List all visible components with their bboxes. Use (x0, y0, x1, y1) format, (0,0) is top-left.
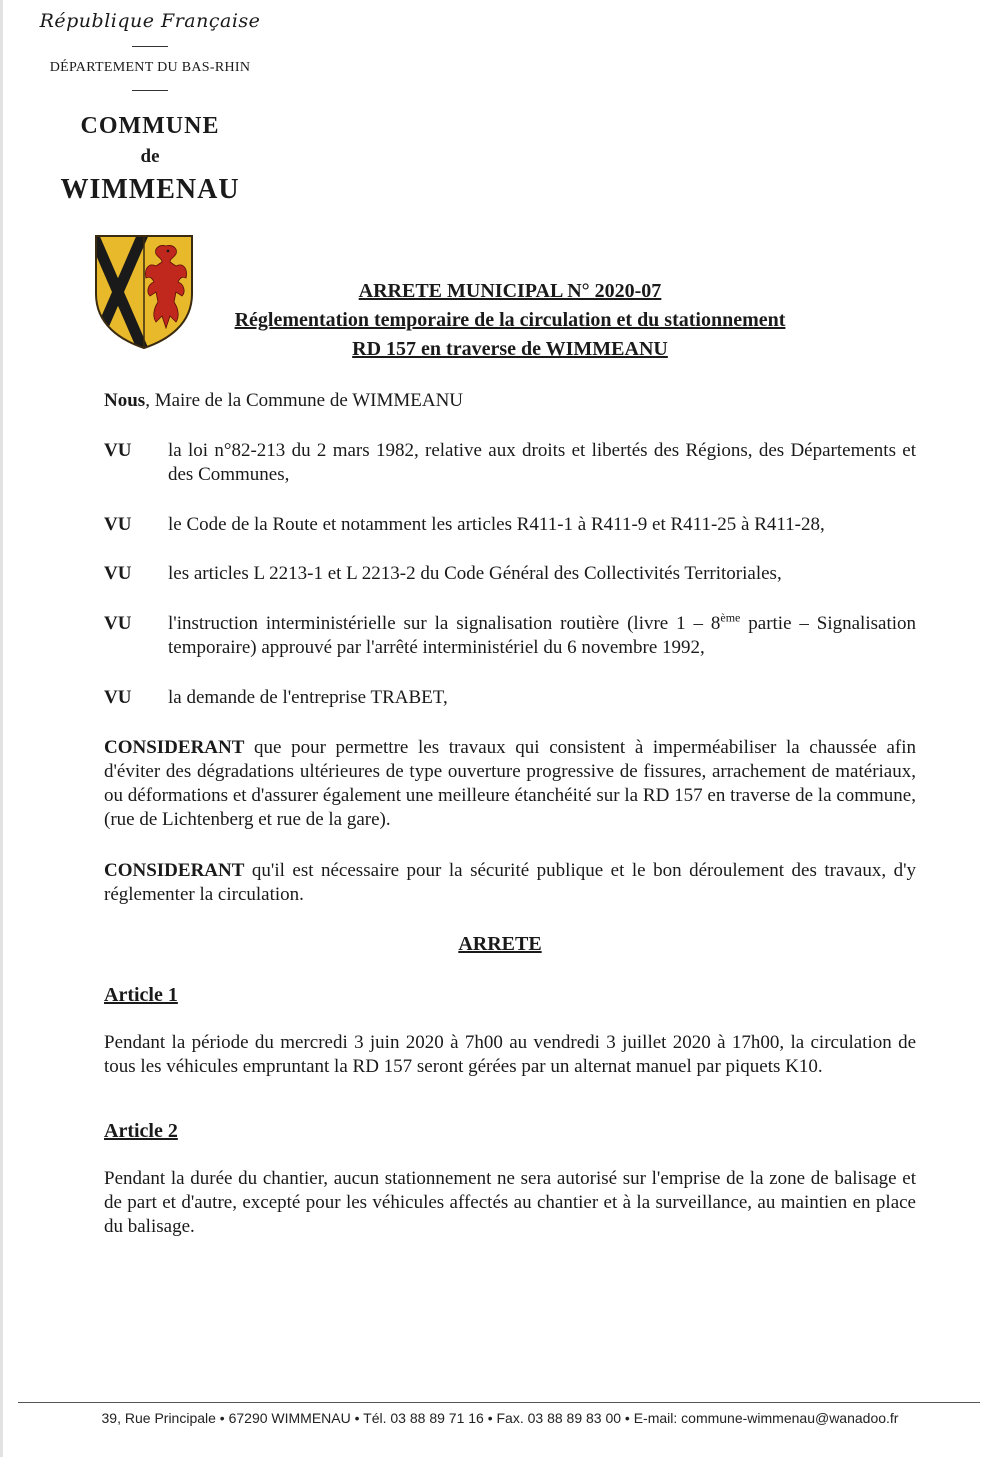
vu-label: VU (104, 613, 132, 634)
considerant-paragraph (104, 859, 916, 907)
vu-text: la demande de l'entreprise TRABET, (168, 687, 448, 708)
vu-label: VU (104, 514, 132, 535)
divider (132, 46, 168, 47)
vu-item (104, 562, 916, 586)
vu-item (104, 513, 916, 537)
article-heading: Article 2 (104, 1120, 178, 1142)
considerant-text: que pour permettre les travaux qui consistent à imperméabiliser la chaussée afin d'éviter des dégradations ultérieures de type ouverture progressive de fissures, arrachement de matériaux, ou déformations et d'assurer également une meilleure étanchéité sur la RD 157 en traverse de la commune, (rue de Lichtenberg et rue de la gare). (104, 737, 916, 830)
vu-text (168, 612, 916, 660)
nous-text: , Maire de la Commune de WIMMEANU (145, 390, 464, 411)
decree-subject: Réglementation temporaire de la circulation et du stationnement (234, 309, 786, 331)
article-heading: Article 1 (104, 984, 178, 1006)
nous-label: Nous (104, 390, 146, 411)
vu-item (104, 439, 916, 487)
divider (132, 90, 168, 91)
article-text: Pendant la durée du chantier, aucun stationnement ne sera autorisé sur l'emprise de la zone de balisage et de part et d'autre, excepté pour les véhicules affectés au chantier et à la surveillance, au maintien en place du balisage. (104, 1168, 916, 1237)
vu-text: les articles L 2213-1 et L 2213-2 du Code Général des Collectivités Territoriales, (168, 563, 782, 584)
considerant-paragraph (104, 736, 916, 832)
instruction-text-end: partie – Signalisation temporaire) approuvé par l'arrêté interministériel du 6 novembre 1992, (168, 613, 916, 658)
footer-contact: 39, Rue Principale • 67290 WIMMENAU • Tél. 03 88 89 71 16 • Fax. 03 88 89 83 00 • E-mail: commune-wimmenau@wanadoo.fr (101, 1410, 899, 1426)
letterhead (30, 8, 270, 206)
footer-divider (18, 1402, 980, 1403)
vu-label: VU (104, 440, 132, 461)
vu-label: VU (104, 563, 132, 584)
commune-name: WIMMENAU (60, 174, 240, 205)
vu-item (104, 612, 916, 660)
decree-location: RD 157 en traverse de WIMMEANU (352, 338, 668, 360)
vu-item (104, 686, 916, 710)
de-label: de (140, 146, 160, 167)
commune-label: COMMUNE (80, 113, 220, 139)
arrete-heading: ARRETE (458, 933, 542, 955)
decree-title (160, 277, 860, 364)
considerant-text: qu'il est nécessaire pour la sécurité publique et le bon déroulement des travaux, d'y réglementer la circulation. (104, 860, 916, 905)
considerant-label: CONSIDERANT (104, 737, 245, 758)
page-edge (0, 0, 3, 1457)
superscript: ème (720, 610, 741, 625)
vu-text: la loi n°82-213 du 2 mars 1982, relative aux droits et libertés des Régions, des Départements et des Communes, (168, 440, 916, 485)
article-text: Pendant la période du mercredi 3 juin 2020 à 7h00 au vendredi 3 juillet 2020 à 17h00, la circulation de tous les véhicules empruntant la RD 157 seront gérées par un alternat manuel par piquets K10. (104, 1032, 916, 1077)
vu-label: VU (104, 687, 132, 708)
considerant-label: CONSIDERANT (104, 860, 245, 881)
vu-text: le Code de la Route et notamment les articles R411-1 à R411-9 et R411-25 à R411-28, (168, 514, 825, 535)
departement: DÉPARTEMENT DU BAS-RHIN (49, 60, 251, 75)
nous-paragraph (104, 389, 916, 413)
decree-number: ARRETE MUNICIPAL N° 2020-07 (358, 280, 662, 302)
instruction-text-start: l'instruction interministérielle sur la signalisation routière (livre 1 – 8 (168, 613, 721, 634)
republique-francaise: République Française (39, 10, 261, 32)
